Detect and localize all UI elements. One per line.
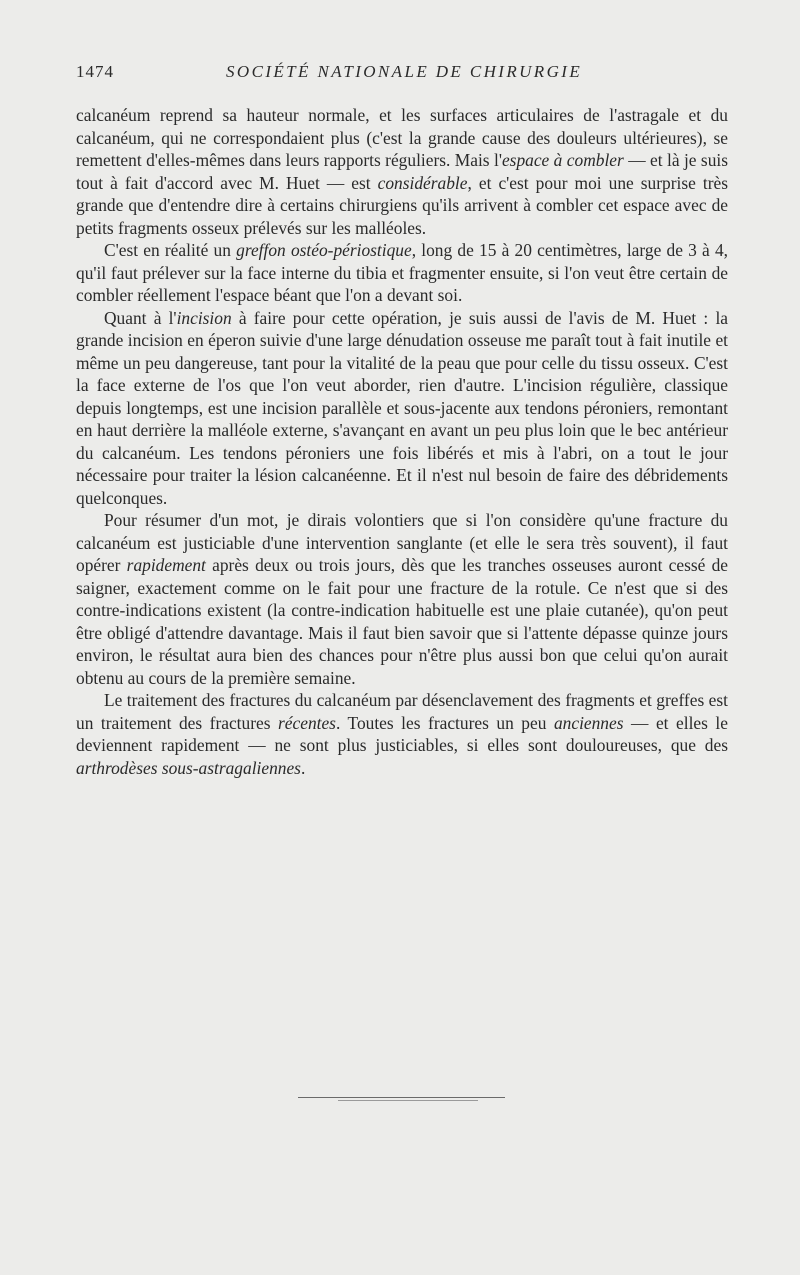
- text-run: — et elles le deviennent rapidement — ne sont plus justiciables, si elles sont douloureuses, que des: [76, 712, 728, 755]
- italic-text: incision: [176, 307, 232, 328]
- text-run: . Toutes les fractures un peu: [335, 712, 554, 733]
- paragraph: [76, 509, 728, 689]
- text-run: calcanéum reprend sa hauteur normale, et les surfaces articulaires de l'astragale et du calcanéum, qui ne correspondaient plus (c'est la grande cause des douleurs ultérieures), se remettent d'elles-mêmes dans leurs rapports réguliers. Mais l': [76, 105, 728, 170]
- text-run: C'est en réalité un: [104, 240, 237, 260]
- text-run: Pour résumer d'un mot, je dirais volontiers que si l'on considère qu'une fracture du calcanéum est justiciable d'une intervention sanglante (et elle le sera très souvent), il faut opérer: [76, 510, 728, 575]
- italic-text: considérable: [377, 172, 468, 193]
- page-number: 1474: [76, 62, 114, 81]
- page-header: [76, 62, 728, 86]
- italic-text: espace à combler: [501, 150, 624, 170]
- italic-text: anciennes: [553, 712, 624, 733]
- italic-text: rapidement: [126, 555, 206, 575]
- italic-text: greffon ostéo-périostique: [236, 240, 412, 260]
- end-rule: [298, 1097, 505, 1098]
- text-run: après deux ou trois jours, dès que les tranches osseuses auront cessé de saigner, exactement comme on le fait pour une fracture de la rotule. Ce n'est que si des contre-indications existent (la contre-indication habituelle est une plaie cutanée), qu'on peut être obligé d'attendre davantage. Mais il faut bien savoir que si l'attente dépasse quinze jours environ, le résultat aura bien des chances pour n'être plus aussi bon que celui qu'on aurait obtenu au cours de la première semaine.: [76, 555, 729, 688]
- paragraph: [76, 104, 728, 239]
- text-run: — et là je suis tout à fait d'accord avec M. Huet — est: [76, 150, 728, 193]
- body-text: [76, 104, 728, 779]
- italic-text: arthrodèses sous-astragaliennes: [76, 757, 301, 778]
- paragraph: [76, 239, 728, 307]
- italic-text: récentes: [278, 712, 336, 733]
- text-run: Quant à l': [104, 307, 177, 328]
- text-run: à faire pour cette opération, je suis aussi de l'avis de M. Huet : la grande incision en éperon suivie d'une large dénudation osseuse me paraît tout à fait inutile et même un peu dangereuse, tant pour la vitalité de la peau que pour celle du tissu osseux. C'est la face externe de l'os que l'on veut aborder, rien d'autre. L'incision régulière, classique depuis longtemps, est une incision parallèle et sous-jacente aux tendons péroniers, remontant en haut derrière la malléole externe, s'avançant en avant un peu plus loin que le bec antérieur du calcanéum. Les tendons péroniers une fois libérés et mis à l'abri, on a tout le jour nécessaire pour traiter la lésion calcanéenne. Et il n'est nul besoin de faire des débridements quelconques.: [76, 307, 729, 508]
- text-run: , et c'est pour moi une surprise très grande que d'entendre dire à certains chirurgiens qu'ils arrivent à combler cet espace avec de petits fragments osseux prélevés sur les malléoles.: [76, 172, 728, 238]
- text-run: Le traitement des fractures du calcanéum par désenclavement des fragments et greffes est un traitement des fractures: [76, 690, 728, 733]
- running-head: SOCIÉTÉ NATIONALE DE CHIRURGIE: [226, 62, 583, 81]
- paragraph: [76, 689, 728, 779]
- text-run: , long de 15 à 20 centimètres, large de 3 à 4, qu'il faut prélever sur la face interne du tibia et fragmenter ensuite, si l'on veut être certain de combler réellement l'espace béant que l'on a devant soi.: [76, 240, 728, 305]
- paragraph: [76, 307, 728, 510]
- text-run: .: [300, 757, 306, 778]
